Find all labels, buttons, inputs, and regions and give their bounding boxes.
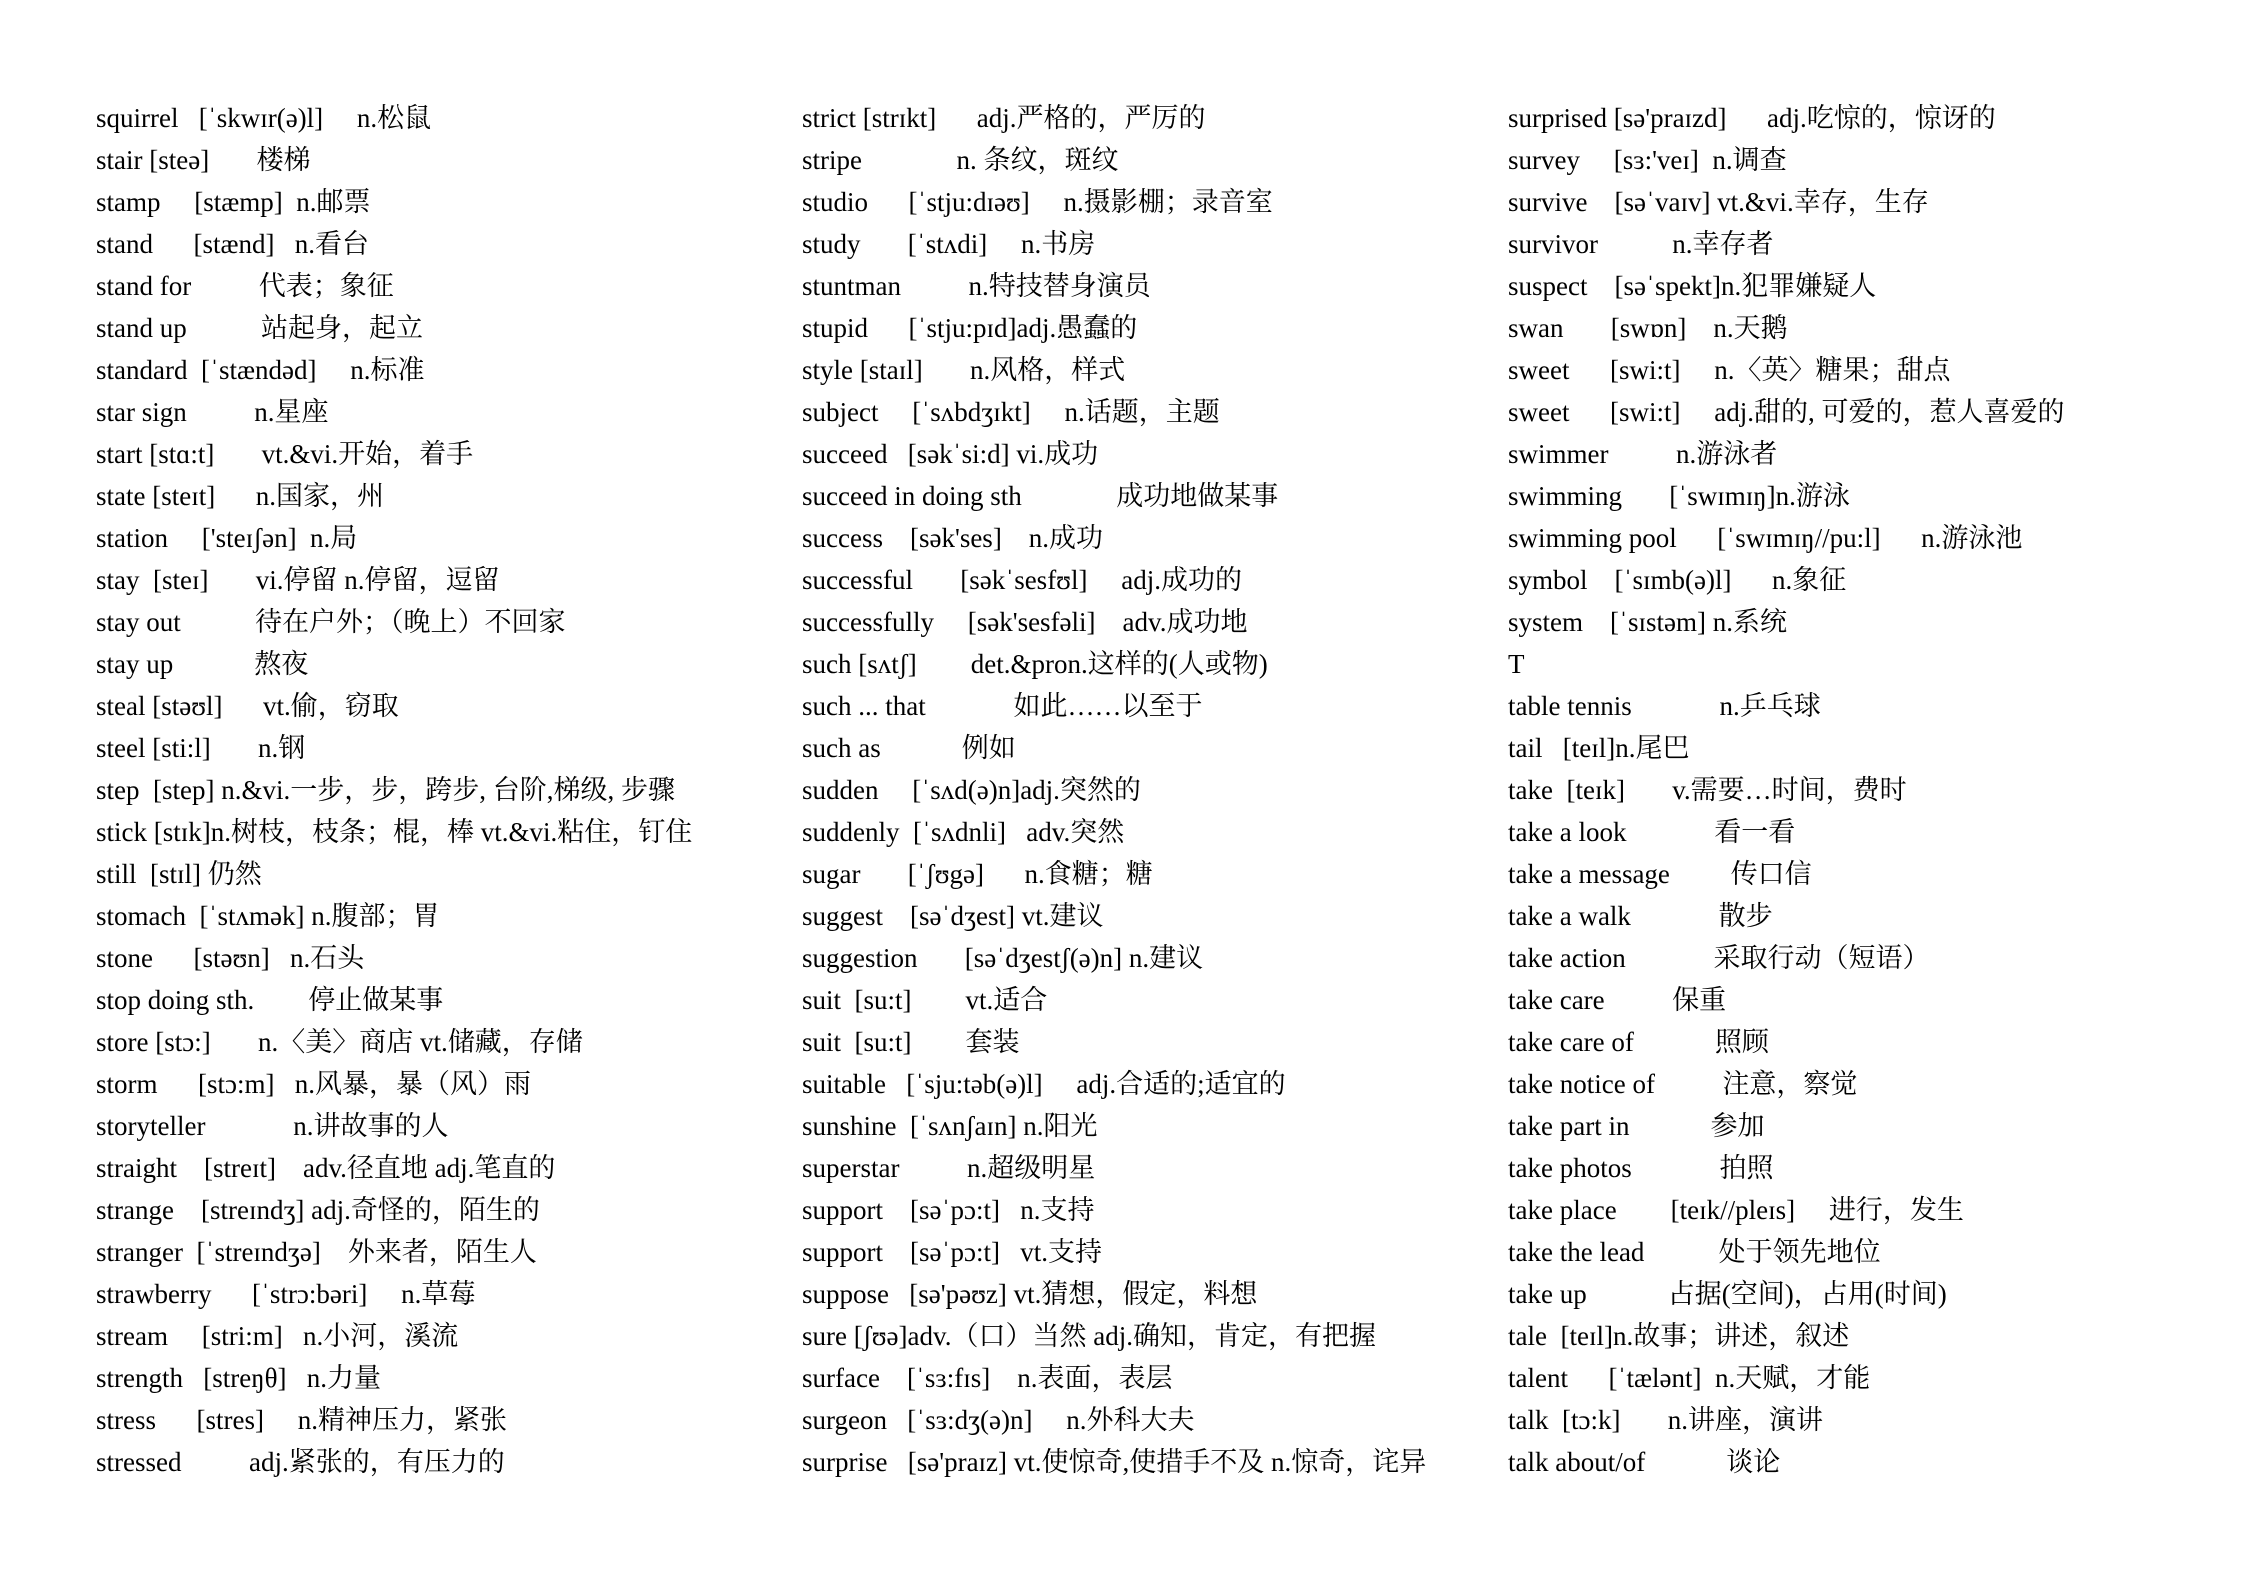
vocab-entry: swimmer n.游泳者 <box>1508 439 1778 469</box>
vocab-entry: swimming pool [ˈswɪmɪŋ//pu:l] n.游泳池 <box>1508 523 2023 553</box>
vocab-entry: suit [su:t] 套装 <box>802 1027 1020 1057</box>
vocab-entry: talent [ˈtælənt] n.天赋，才能 <box>1508 1363 1871 1393</box>
vocab-entry: succeed [səkˈsi:d] vi.成功 <box>802 439 1099 469</box>
vocab-entry: survey [sɜ:'veɪ] n.调查 <box>1508 145 1787 175</box>
vocab-entry: such [sʌtʃ] det.&pron.这样的(人或物) <box>802 649 1268 679</box>
vocab-entry: strange [streɪndʒ] adj.奇怪的，陌生的 <box>96 1195 540 1225</box>
vocab-entry: take a message 传口信 <box>1508 859 1812 889</box>
vocab-entry: stand for 代表；象征 <box>96 271 394 301</box>
vocab-entry: swan [swɒn] n.天鹅 <box>1508 313 1788 343</box>
vocab-entry: stream [stri:m] n.小河，溪流 <box>96 1321 459 1351</box>
vocab-entry: strawberry [ˈstrɔ:bəri] n.草莓 <box>96 1279 476 1309</box>
vocab-entry: stress [stres] n.精神压力，紧张 <box>96 1405 507 1435</box>
vocab-entry: system [ˈsɪstəm] n.系统 <box>1508 607 1787 637</box>
vocab-entry: stamp [stæmp] n.邮票 <box>96 187 371 217</box>
vocab-entry: stay [steɪ] vi.停留 n.停留，逗留 <box>96 565 500 595</box>
vocab-entry: station ['steɪʃən] n.局 <box>96 523 358 553</box>
vocab-entry: take care of 照顾 <box>1508 1027 1769 1057</box>
vocab-entry: style [staɪl] n.风格，样式 <box>802 355 1126 385</box>
vocab-entry: take place [teɪk//pleɪs] 进行，发生 <box>1508 1195 1964 1225</box>
vocab-entry: standard [ˈstændəd] n.标准 <box>96 355 425 385</box>
vocab-entry: success [sək'ses] n.成功 <box>802 523 1104 553</box>
vocab-entry: take action 采取行动（短语） <box>1508 943 1930 973</box>
vocab-entry: suggest [səˈdʒest] vt.建议 <box>802 901 1104 931</box>
vocab-entry: stupid [ˈstju:pɪd]adj.愚蠢的 <box>802 313 1138 343</box>
vocab-entry: successful [səkˈsesfʊl] adj.成功的 <box>802 565 1242 595</box>
vocab-entry: surface [ˈsɜ:fɪs] n.表面，表层 <box>802 1363 1173 1393</box>
vocab-entry: stay up 熬夜 <box>96 649 309 679</box>
vocab-entry: tail [teɪl]n.尾巴 <box>1508 733 1690 763</box>
vocab-entry: sugar [ˈʃʊgə] n.食糖；糖 <box>802 859 1153 889</box>
vocab-entry: surprise [sə'praɪz] vt.使惊奇,使措手不及 n.惊奇，诧异 <box>802 1447 1427 1477</box>
vocab-entry: suitable [ˈsju:təb(ə)l] adj.合适的;适宜的 <box>802 1069 1286 1099</box>
vocab-entry: survive [səˈvaɪv] vt.&vi.幸存，生存 <box>1508 187 1929 217</box>
vocab-entry: sweet [swi:t] adj.甜的, 可爱的，惹人喜爱的 <box>1508 397 2065 427</box>
vocab-entry: store [stɔ:] n.〈美〉商店 vt.储藏，存储 <box>96 1027 583 1057</box>
vocab-entry: take care 保重 <box>1508 985 1727 1015</box>
vocab-entry: suspect [səˈspekt]n.犯罪嫌疑人 <box>1508 271 1877 301</box>
vocab-entry: tale [teɪl]n.故事；讲述，叙述 <box>1508 1321 1850 1351</box>
vocab-entry: T <box>1508 649 1525 679</box>
vocab-column-2 <box>802 97 1502 1483</box>
vocab-entry: support [səˈpɔ:t] vt.支持 <box>802 1237 1102 1267</box>
vocab-entry: sure [ʃʊə]adv.（口）当然 adj.确知，肯定，有把握 <box>802 1321 1376 1351</box>
vocab-entry: study [ˈstʌdi] n.书房 <box>802 229 1096 259</box>
vocab-entry: stomach [ˈstʌmək] n.腹部；胃 <box>96 901 440 931</box>
vocab-entry: take a walk 散步 <box>1508 901 1773 931</box>
vocab-entry: suit [su:t] vt.适合 <box>802 985 1048 1015</box>
vocab-entry: straight [streɪt] adv.径直地 adj.笔直的 <box>96 1153 556 1183</box>
vocab-entry: sweet [swi:t] n.〈英〉糖果；甜点 <box>1508 355 1951 385</box>
vocab-entry: stone [stəʊn] n.石头 <box>96 943 365 973</box>
vocab-entry: stripe n. 条纹，斑纹 <box>802 145 1119 175</box>
vocab-entry: stand [stænd] n.看台 <box>96 229 369 259</box>
vocab-entry: such ... that 如此……以至于 <box>802 691 1203 721</box>
vocab-entry: suppose [sə'pəʊz] vt.猜想，假定，料想 <box>802 1279 1258 1309</box>
vocab-entry: storm [stɔ:m] n.风暴，暴（风）雨 <box>96 1069 531 1099</box>
vocab-entry: take part in 参加 <box>1508 1111 1765 1141</box>
vocab-entry: state [steɪt] n.国家，州 <box>96 481 384 511</box>
vocab-entry: take up 占据(空间)，占用(时间) <box>1508 1279 1947 1309</box>
vocab-entry: survivor n.幸存者 <box>1508 229 1774 259</box>
vocab-entry: strict [strɪkt] adj.严格的，严厉的 <box>802 103 1206 133</box>
vocab-entry: support [səˈpɔ:t] n.支持 <box>802 1195 1095 1225</box>
vocab-entry: suddenly [ˈsʌdnli] adv.突然 <box>802 817 1125 847</box>
vocab-entry: superstar n.超级明星 <box>802 1153 1096 1183</box>
vocab-entry: successfully [sək'sesfəli] adv.成功地 <box>802 607 1248 637</box>
vocab-entry: surprised [sə'praɪzd] adj.吃惊的，惊讶的 <box>1508 103 1996 133</box>
vocab-entry: take notice of 注意，察觉 <box>1508 1069 1858 1099</box>
vocab-entry: take a look 看一看 <box>1508 817 1796 847</box>
vocab-entry: suggestion [səˈdʒestʃ(ə)n] n.建议 <box>802 943 1204 973</box>
vocab-entry: step [step] n.&vi.一步，步，跨步, 台阶,梯级, 步骤 <box>96 775 675 805</box>
vocab-entry: star sign n.星座 <box>96 397 329 427</box>
vocab-entry: steal [stəʊl] vt.偷，窃取 <box>96 691 399 721</box>
vocab-entry: subject [ˈsʌbdʒɪkt] n.话题，主题 <box>802 397 1220 427</box>
vocab-entry: sunshine [ˈsʌnʃaɪn] n.阳光 <box>802 1111 1098 1141</box>
vocab-entry: strength [streŋθ] n.力量 <box>96 1363 381 1393</box>
vocab-entry: stuntman n.特技替身演员 <box>802 271 1151 301</box>
vocab-entry: table tennis n.乒乓球 <box>1508 691 1821 721</box>
vocab-entry: such as 例如 <box>802 733 1016 763</box>
vocab-column-1 <box>96 97 796 1483</box>
vocab-entry: steel [sti:l] n.钢 <box>96 733 306 763</box>
vocab-entry: talk [tɔ:k] n.讲座，演讲 <box>1508 1405 1823 1435</box>
vocab-entry: stand up 站起身，起立 <box>96 313 423 343</box>
vocab-entry: sudden [ˈsʌd(ə)n]adj.突然的 <box>802 775 1141 805</box>
vocab-entry: stop doing sth. 停止做某事 <box>96 985 444 1015</box>
vocab-column-3 <box>1508 97 2208 1483</box>
vocab-entry: talk about/of 谈论 <box>1508 1447 1781 1477</box>
vocab-entry: take the lead 处于领先地位 <box>1508 1237 1881 1267</box>
vocab-entry: symbol [ˈsɪmb(ə)l] n.象征 <box>1508 565 1847 595</box>
vocab-entry: stranger [ˈstreɪndʒə] 外来者，陌生人 <box>96 1237 537 1267</box>
vocab-entry: take photos 拍照 <box>1508 1153 1774 1183</box>
vocab-entry: take [teɪk] v.需要…时间，费时 <box>1508 775 1907 805</box>
vocab-entry: swimming [ˈswɪmɪŋ]n.游泳 <box>1508 481 1850 511</box>
vocab-entry: start [stɑ:t] vt.&vi.开始，着手 <box>96 439 474 469</box>
vocab-entry: squirrel [ˈskwɪr(ə)l] n.松鼠 <box>96 103 432 133</box>
vocab-entry: studio [ˈstju:dɪəʊ] n.摄影棚；录音室 <box>802 187 1273 217</box>
vocab-entry: stick [stɪk]n.树枝，枝条；棍，棒 vt.&vi.粘住，钉住 <box>96 817 693 847</box>
vocab-entry: storyteller n.讲故事的人 <box>96 1111 449 1141</box>
vocab-entry: stressed adj.紧张的，有压力的 <box>96 1447 505 1477</box>
vocab-entry: surgeon [ˈsɜ:dʒ(ə)n] n.外科大夫 <box>802 1405 1195 1435</box>
vocab-entry: stair [steə] 楼梯 <box>96 145 311 175</box>
vocab-entry: still [stɪl] 仍然 <box>96 859 262 889</box>
vocab-entry: succeed in doing sth 成功地做某事 <box>802 481 1279 511</box>
vocab-entry: stay out 待在户外；（晚上）不回家 <box>96 607 566 637</box>
